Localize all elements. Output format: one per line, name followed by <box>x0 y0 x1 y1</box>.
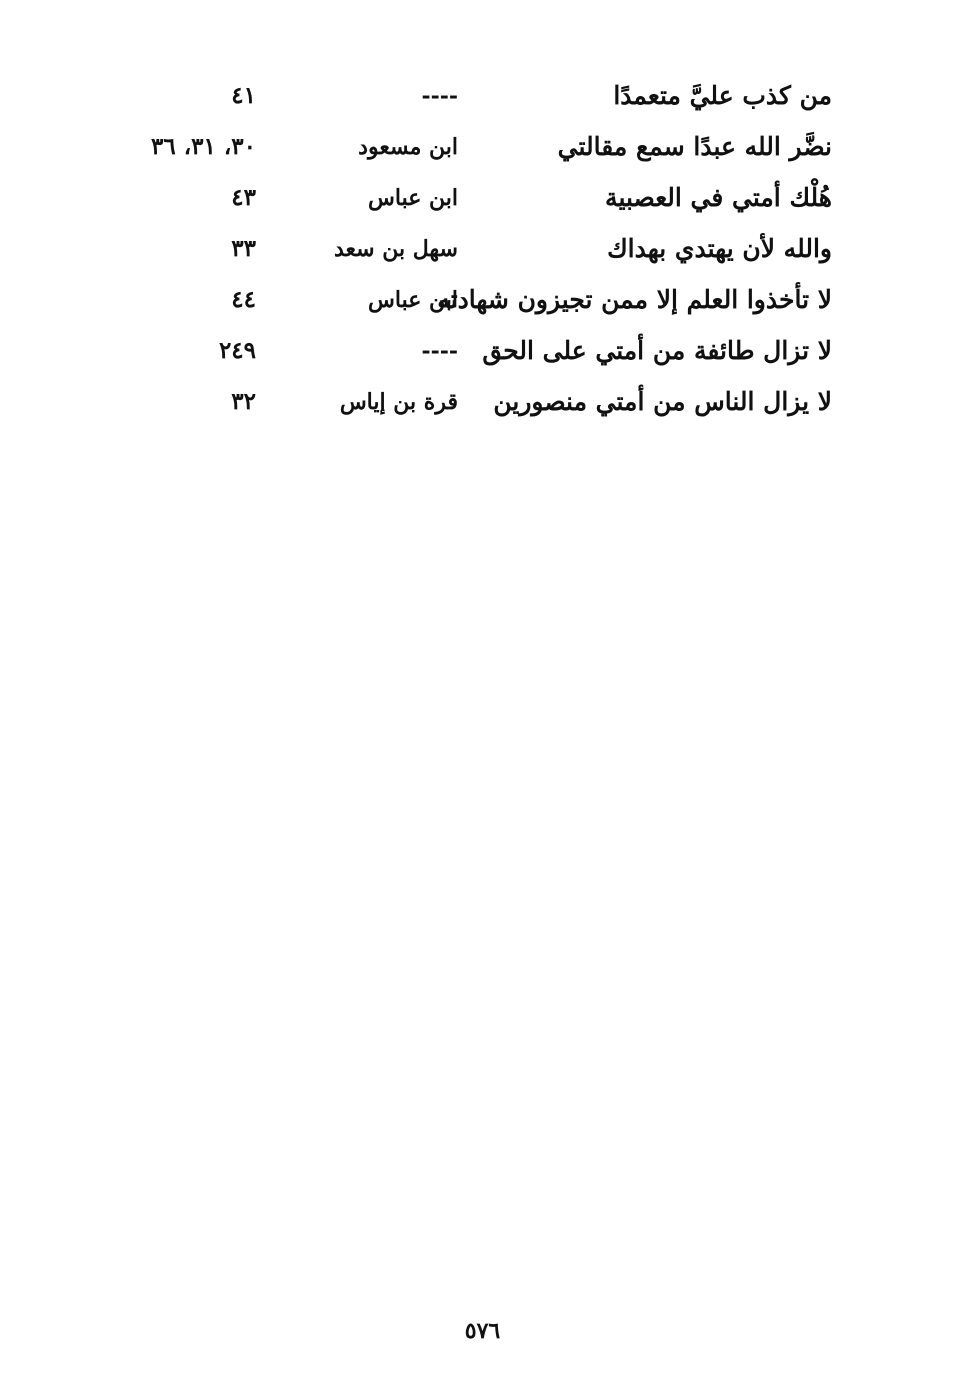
page-references: ٤٣ <box>231 184 256 211</box>
narrator-name: ---- <box>421 82 458 109</box>
hadith-text: هُلْك أمتي في العصبية <box>605 183 832 212</box>
table-row <box>120 70 832 121</box>
narrator-name: ---- <box>421 337 458 364</box>
narrator-name: سهل بن سعد <box>333 235 458 262</box>
table-row <box>120 172 832 223</box>
page-number: ٥٧٦ <box>464 1318 501 1344</box>
table-row <box>120 274 832 325</box>
hadith-text: لا تأخذوا العلم إلا ممن تجيزون شهادته <box>437 285 832 314</box>
page-references: ٣٠، ٣١، ٣٦ <box>150 133 256 160</box>
page-references: ٢٤٩ <box>218 337 256 364</box>
table-row <box>120 121 832 172</box>
page-references: ٣٣ <box>231 235 256 262</box>
hadith-text: لا تزال طائفة من أمتي على الحق <box>482 336 832 365</box>
table-row <box>120 376 832 427</box>
hadith-text: نضَّر الله عبدًا سمع مقالتي <box>557 132 832 161</box>
narrator-name: ابن مسعود <box>358 133 458 160</box>
hadith-index-table <box>120 70 832 427</box>
hadith-text: لا يزال الناس من أمتي منصورين <box>493 387 832 416</box>
narrator-name: ابن عباس <box>368 286 458 313</box>
page-references: ٤١ <box>231 82 256 109</box>
table-row <box>120 223 832 274</box>
narrator-name: ابن عباس <box>368 184 458 211</box>
page-references: ٤٤ <box>231 286 256 313</box>
narrator-name: قرة بن إياس <box>339 388 458 415</box>
page-references: ٣٢ <box>231 388 256 415</box>
hadith-text: من كذب عليَّ متعمدًا <box>613 81 832 110</box>
table-row <box>120 325 832 376</box>
hadith-text: والله لأن يهتدي بهداك <box>607 234 832 263</box>
